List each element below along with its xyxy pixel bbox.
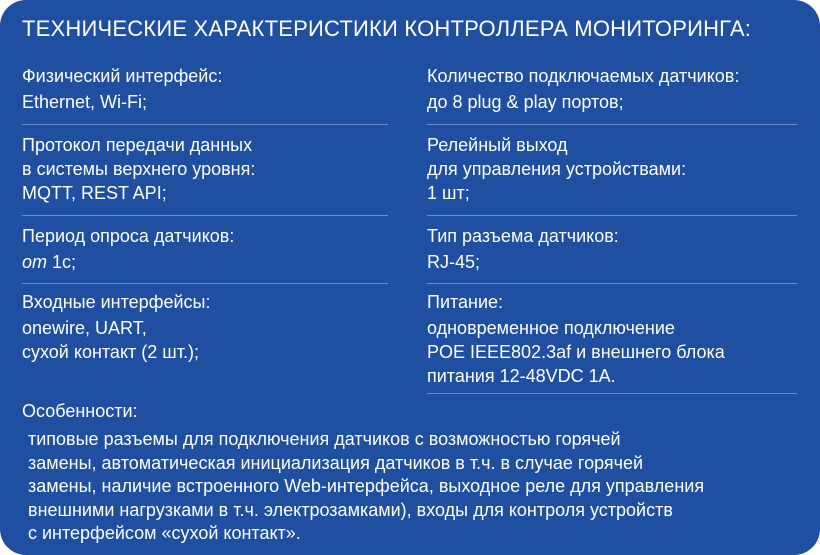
spec-power: [427, 290, 797, 388]
spec-value: сухой контакт (2 шт.);: [22, 342, 199, 362]
page-title: ТЕХНИЧЕСКИЕ ХАРАКТЕРИСТИКИ КОНТРОЛЛЕРА МОНИТОРИНГА:: [22, 16, 752, 41]
spec-label: Релейный выход: [427, 135, 568, 155]
spec-label: Количество подключаемых датчиков:: [427, 66, 740, 86]
spec-input-interfaces: [22, 290, 390, 364]
features-line: внешними нагрузками в т.ч. электрозамками), входы для контроля устройств: [28, 499, 673, 520]
spec-value: POE IEEE802.3af и внешнего блока: [427, 342, 725, 362]
features-line: замены, автоматическая инициализация датчиков в т.ч. в случае горячей: [28, 452, 644, 473]
spec-value-number: 1с;: [52, 252, 77, 272]
spec-sensors-count: [427, 64, 797, 114]
divider: [427, 393, 797, 394]
spec-value: 1 шт;: [427, 183, 470, 203]
spec-value: до 8 plug & play портов;: [427, 92, 624, 112]
spec-label: Физический интерфейс:: [22, 66, 223, 86]
spec-value: питания 12-48VDC 1A.: [427, 366, 616, 386]
features-line: с интерфейсом «сухой контакт».: [28, 523, 301, 543]
spec-polling-period: [22, 224, 390, 274]
features-line: типовые разъемы для подключения датчиков с возможностью горячей: [28, 429, 621, 449]
divider: [427, 283, 797, 284]
spec-value-prefix: от: [22, 252, 48, 272]
spec-physical-interface: [22, 64, 390, 114]
divider: [22, 215, 388, 216]
divider: [427, 124, 797, 125]
spec-value: Ethernet, Wi-Fi;: [22, 92, 148, 112]
divider: [22, 124, 388, 125]
features-line: замены, наличие встроенного Web-интерфейса, выходное реле для управления: [28, 476, 705, 496]
features-label: Особенности:: [22, 401, 138, 421]
spec-label: Период опроса датчиков:: [22, 226, 235, 246]
spec-value: [22, 250, 390, 274]
spec-value: MQTT, REST API;: [22, 183, 167, 203]
spec-label: Питание:: [427, 292, 504, 312]
spec-label: Тип разъема датчиков:: [427, 226, 619, 246]
spec-relay-output: [427, 133, 797, 205]
spec-connector-type: [427, 224, 797, 274]
spec-label: Протокол передачи данных: [22, 135, 253, 155]
spec-label: Входные интерфейсы:: [22, 292, 211, 312]
divider: [22, 283, 388, 284]
spec-label: для управления устройствами:: [427, 159, 687, 179]
spec-value: RJ-45;: [427, 252, 481, 272]
spec-protocol: [22, 133, 390, 205]
spec-value: одновременное подключение: [427, 318, 675, 338]
spec-value: onewire, UART,: [22, 318, 147, 338]
features-text: [28, 428, 808, 546]
divider: [427, 215, 797, 216]
spec-label: в системы верхнего уровня:: [22, 159, 256, 179]
